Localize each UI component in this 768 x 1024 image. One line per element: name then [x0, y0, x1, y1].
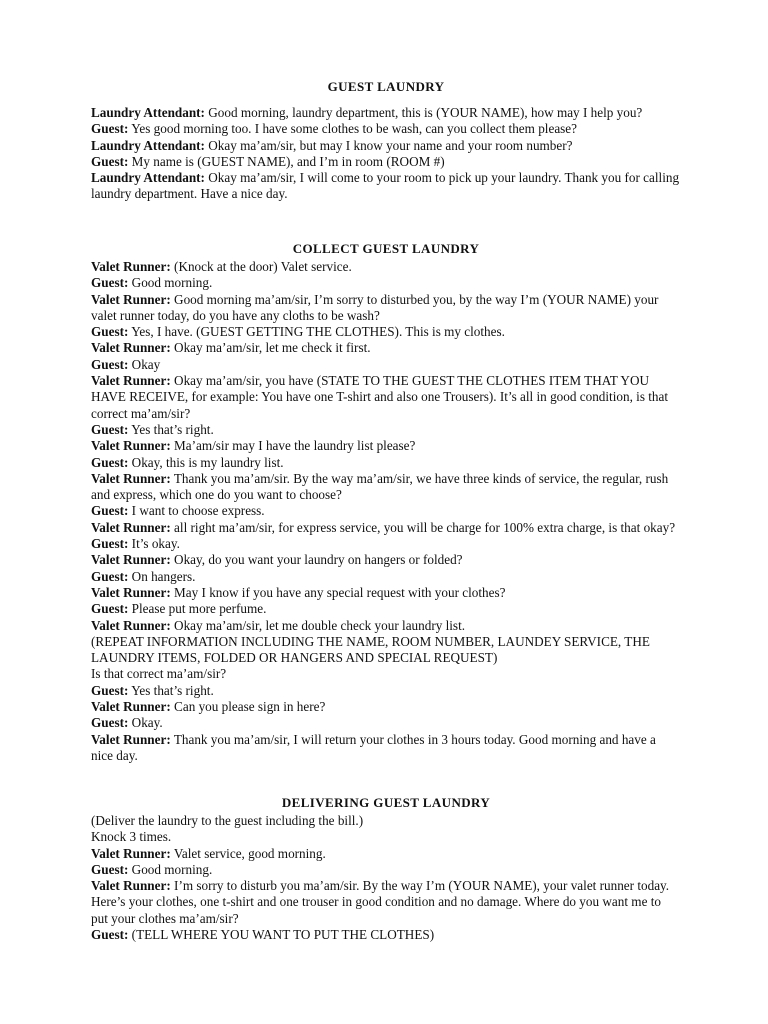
dialogue-line: [91, 715, 681, 731]
dialogue-line: [91, 878, 681, 927]
dialogue-line: [91, 121, 681, 137]
line-text: Good morning.: [131, 275, 213, 291]
line-text: Is that correct ma’am/sir?: [91, 666, 227, 682]
dialogue-line: [91, 455, 681, 471]
line-text: Okay, this is my laundry list.: [131, 454, 284, 470]
dialogue-line: [91, 154, 681, 170]
dialogue-line: [91, 373, 681, 422]
dialogue-line: [91, 536, 681, 552]
line-text: May I know if you have any special request with your clothes?: [174, 584, 506, 600]
dialogue-lines: [91, 105, 681, 203]
line-text: My name is (GUEST NAME), and I’m in room (ROOM #): [131, 153, 445, 169]
line-text: (REPEAT INFORMATION INCLUDING THE NAME, ROOM NUMBER, LAUNDEY SERVICE, THE LAUNDRY ITEMS, FOLDED OR HANGERS AND SPECIAL REQUEST): [91, 633, 650, 666]
dialogue-line: [91, 552, 681, 568]
line-text: Please put more perfume.: [131, 601, 267, 617]
line-text: On hangers.: [131, 568, 196, 584]
dialogue-lines: [91, 259, 681, 764]
dialogue-lines: [91, 813, 681, 943]
speaker-label: Guest:: [91, 927, 129, 943]
speaker-label: Laundry Attendant:: [91, 170, 205, 186]
speaker-label: Guest:: [91, 421, 129, 437]
dialogue-line: [91, 138, 681, 154]
line-text: Okay ma’am/sir, but may I know your name and your room number?: [208, 137, 573, 153]
section-guest-laundry: [91, 79, 681, 203]
dialogue-line: [91, 813, 681, 829]
section-heading: COLLECT GUEST LAUNDRY: [292, 241, 480, 256]
speaker-label: Guest:: [91, 324, 129, 340]
dialogue-line: [91, 324, 681, 340]
speaker-label: Valet Runner:: [91, 845, 171, 861]
line-text: I want to choose express.: [131, 503, 265, 519]
line-text: (TELL WHERE YOU WANT TO PUT THE CLOTHES): [131, 927, 435, 943]
dialogue-line: [91, 732, 681, 765]
dialogue-line: [91, 259, 681, 275]
speaker-label: Guest:: [91, 601, 129, 617]
dialogue-line: [91, 634, 681, 667]
line-text: Okay: [131, 356, 161, 372]
section-heading: GUEST LAUNDRY: [327, 79, 445, 94]
dialogue-line: [91, 340, 681, 356]
speaker-label: Valet Runner:: [91, 291, 171, 307]
dialogue-line: [91, 927, 681, 943]
speaker-label: Laundry Attendant:: [91, 105, 205, 120]
section-heading: DELIVERING GUEST LAUNDRY: [281, 795, 491, 810]
speaker-label: Guest:: [91, 454, 129, 470]
speaker-label: Valet Runner:: [91, 552, 171, 568]
line-text: Okay.: [131, 715, 163, 731]
speaker-label: Valet Runner:: [91, 259, 171, 274]
dialogue-line: [91, 292, 681, 325]
dialogue-line: [91, 846, 681, 862]
line-text: Yes good morning too. I have some clothes to be wash, can you collect them please?: [131, 121, 578, 137]
line-text: Okay ma’am/sir, you have (STATE TO THE GUEST THE CLOTHES ITEM THAT YOU HAVE RECEIVE, for example: You have one T-shirt and also one Trousers). It’s all in good condition, is that correct ma’am/sir?: [91, 373, 669, 421]
dialogue-line: [91, 357, 681, 373]
line-text: Thank you ma’am/sir. By the way ma’am/sir, we have three kinds of service, the regular, rush and express, which one do you want to choose?: [91, 470, 669, 503]
line-text: Okay, do you want your laundry on hangers or folded?: [174, 552, 463, 568]
speaker-label: Guest:: [91, 715, 129, 731]
dialogue-line: [91, 503, 681, 519]
line-text: Yes, I have. (GUEST GETTING THE CLOTHES). This is my clothes.: [131, 324, 505, 340]
line-text: Okay ma’am/sir, I will come to your room to pick up your laundry. Thank you for calling laundry department. Have a nice day.: [91, 170, 680, 202]
speaker-label: Valet Runner:: [91, 373, 171, 389]
line-text: all right ma’am/sir, for express service, you will be charge for 100% extra charge, is that okay?: [174, 519, 676, 535]
line-text: Ma’am/sir may I have the laundry list please?: [174, 438, 416, 454]
speaker-label: Guest:: [91, 861, 129, 877]
section-collect-guest-laundry: [91, 241, 681, 764]
speaker-label: Laundry Attendant:: [91, 137, 205, 153]
dialogue-line: [91, 683, 681, 699]
line-text: Knock 3 times.: [91, 829, 172, 845]
speaker-label: Guest:: [91, 153, 129, 169]
line-text: Okay ma’am/sir, let me check it first.: [174, 340, 371, 356]
dialogue-line: [91, 569, 681, 585]
speaker-label: Guest:: [91, 568, 129, 584]
speaker-label: Valet Runner:: [91, 878, 171, 894]
dialogue-line: [91, 829, 681, 845]
line-text: Valet service, good morning.: [173, 845, 326, 861]
line-text: I’m sorry to disturb you ma’am/sir. By the way I’m (YOUR NAME), your valet runner today. Here’s your clothes, one t-shirt and one trouser in good condition and no damage. Where do you want me to put your clothes ma’am/sir?: [91, 878, 670, 926]
line-text: (Deliver the laundry to the guest including the bill.): [91, 813, 364, 828]
speaker-label: Valet Runner:: [91, 617, 171, 633]
dialogue-line: [91, 275, 681, 291]
dialogue-line: [91, 170, 681, 203]
line-text: (Knock at the door) Valet service.: [174, 259, 352, 274]
speaker-label: Guest:: [91, 682, 129, 698]
line-text: Yes that’s right.: [131, 682, 214, 698]
line-text: Good morning ma’am/sir, I’m sorry to disturbed you, by the way I’m (YOUR NAME) your valet runner today, do you have any cloths to be wash?: [91, 291, 659, 323]
dialogue-line: [91, 422, 681, 438]
dialogue-line: [91, 520, 681, 536]
dialogue-line: [91, 618, 681, 634]
speaker-label: Valet Runner:: [91, 584, 171, 600]
line-text: Good morning, laundry department, this is (YOUR NAME), how may I help you?: [208, 105, 643, 120]
speaker-label: Guest:: [91, 121, 129, 137]
dialogue-line: [91, 601, 681, 617]
dialogue-line: [91, 666, 681, 682]
speaker-label: Valet Runner:: [91, 438, 171, 454]
speaker-label: Guest:: [91, 503, 129, 519]
line-text: Yes that’s right.: [131, 421, 214, 437]
speaker-label: Valet Runner:: [91, 731, 171, 747]
speaker-label: Valet Runner:: [91, 470, 171, 486]
speaker-label: Valet Runner:: [91, 519, 171, 535]
line-text: Thank you ma’am/sir, I will return your clothes in 3 hours today. Good morning and have a nice day.: [91, 731, 656, 763]
dialogue-line: [91, 699, 681, 715]
speaker-label: Valet Runner:: [91, 340, 171, 356]
dialogue-line: [91, 105, 681, 121]
dialogue-line: [91, 438, 681, 454]
line-text: Okay ma’am/sir, let me double check your laundry list.: [174, 617, 466, 633]
line-text: Good morning.: [131, 861, 213, 877]
speaker-label: Guest:: [91, 536, 129, 552]
speaker-label: Guest:: [91, 356, 129, 372]
line-text: It’s okay.: [131, 536, 180, 552]
dialogue-line: [91, 862, 681, 878]
speaker-label: Valet Runner:: [91, 699, 171, 715]
section-delivering-guest-laundry: [91, 795, 681, 943]
line-text: Can you please sign in here?: [174, 699, 326, 715]
dialogue-line: [91, 585, 681, 601]
dialogue-line: [91, 471, 681, 504]
speaker-label: Guest:: [91, 275, 129, 291]
